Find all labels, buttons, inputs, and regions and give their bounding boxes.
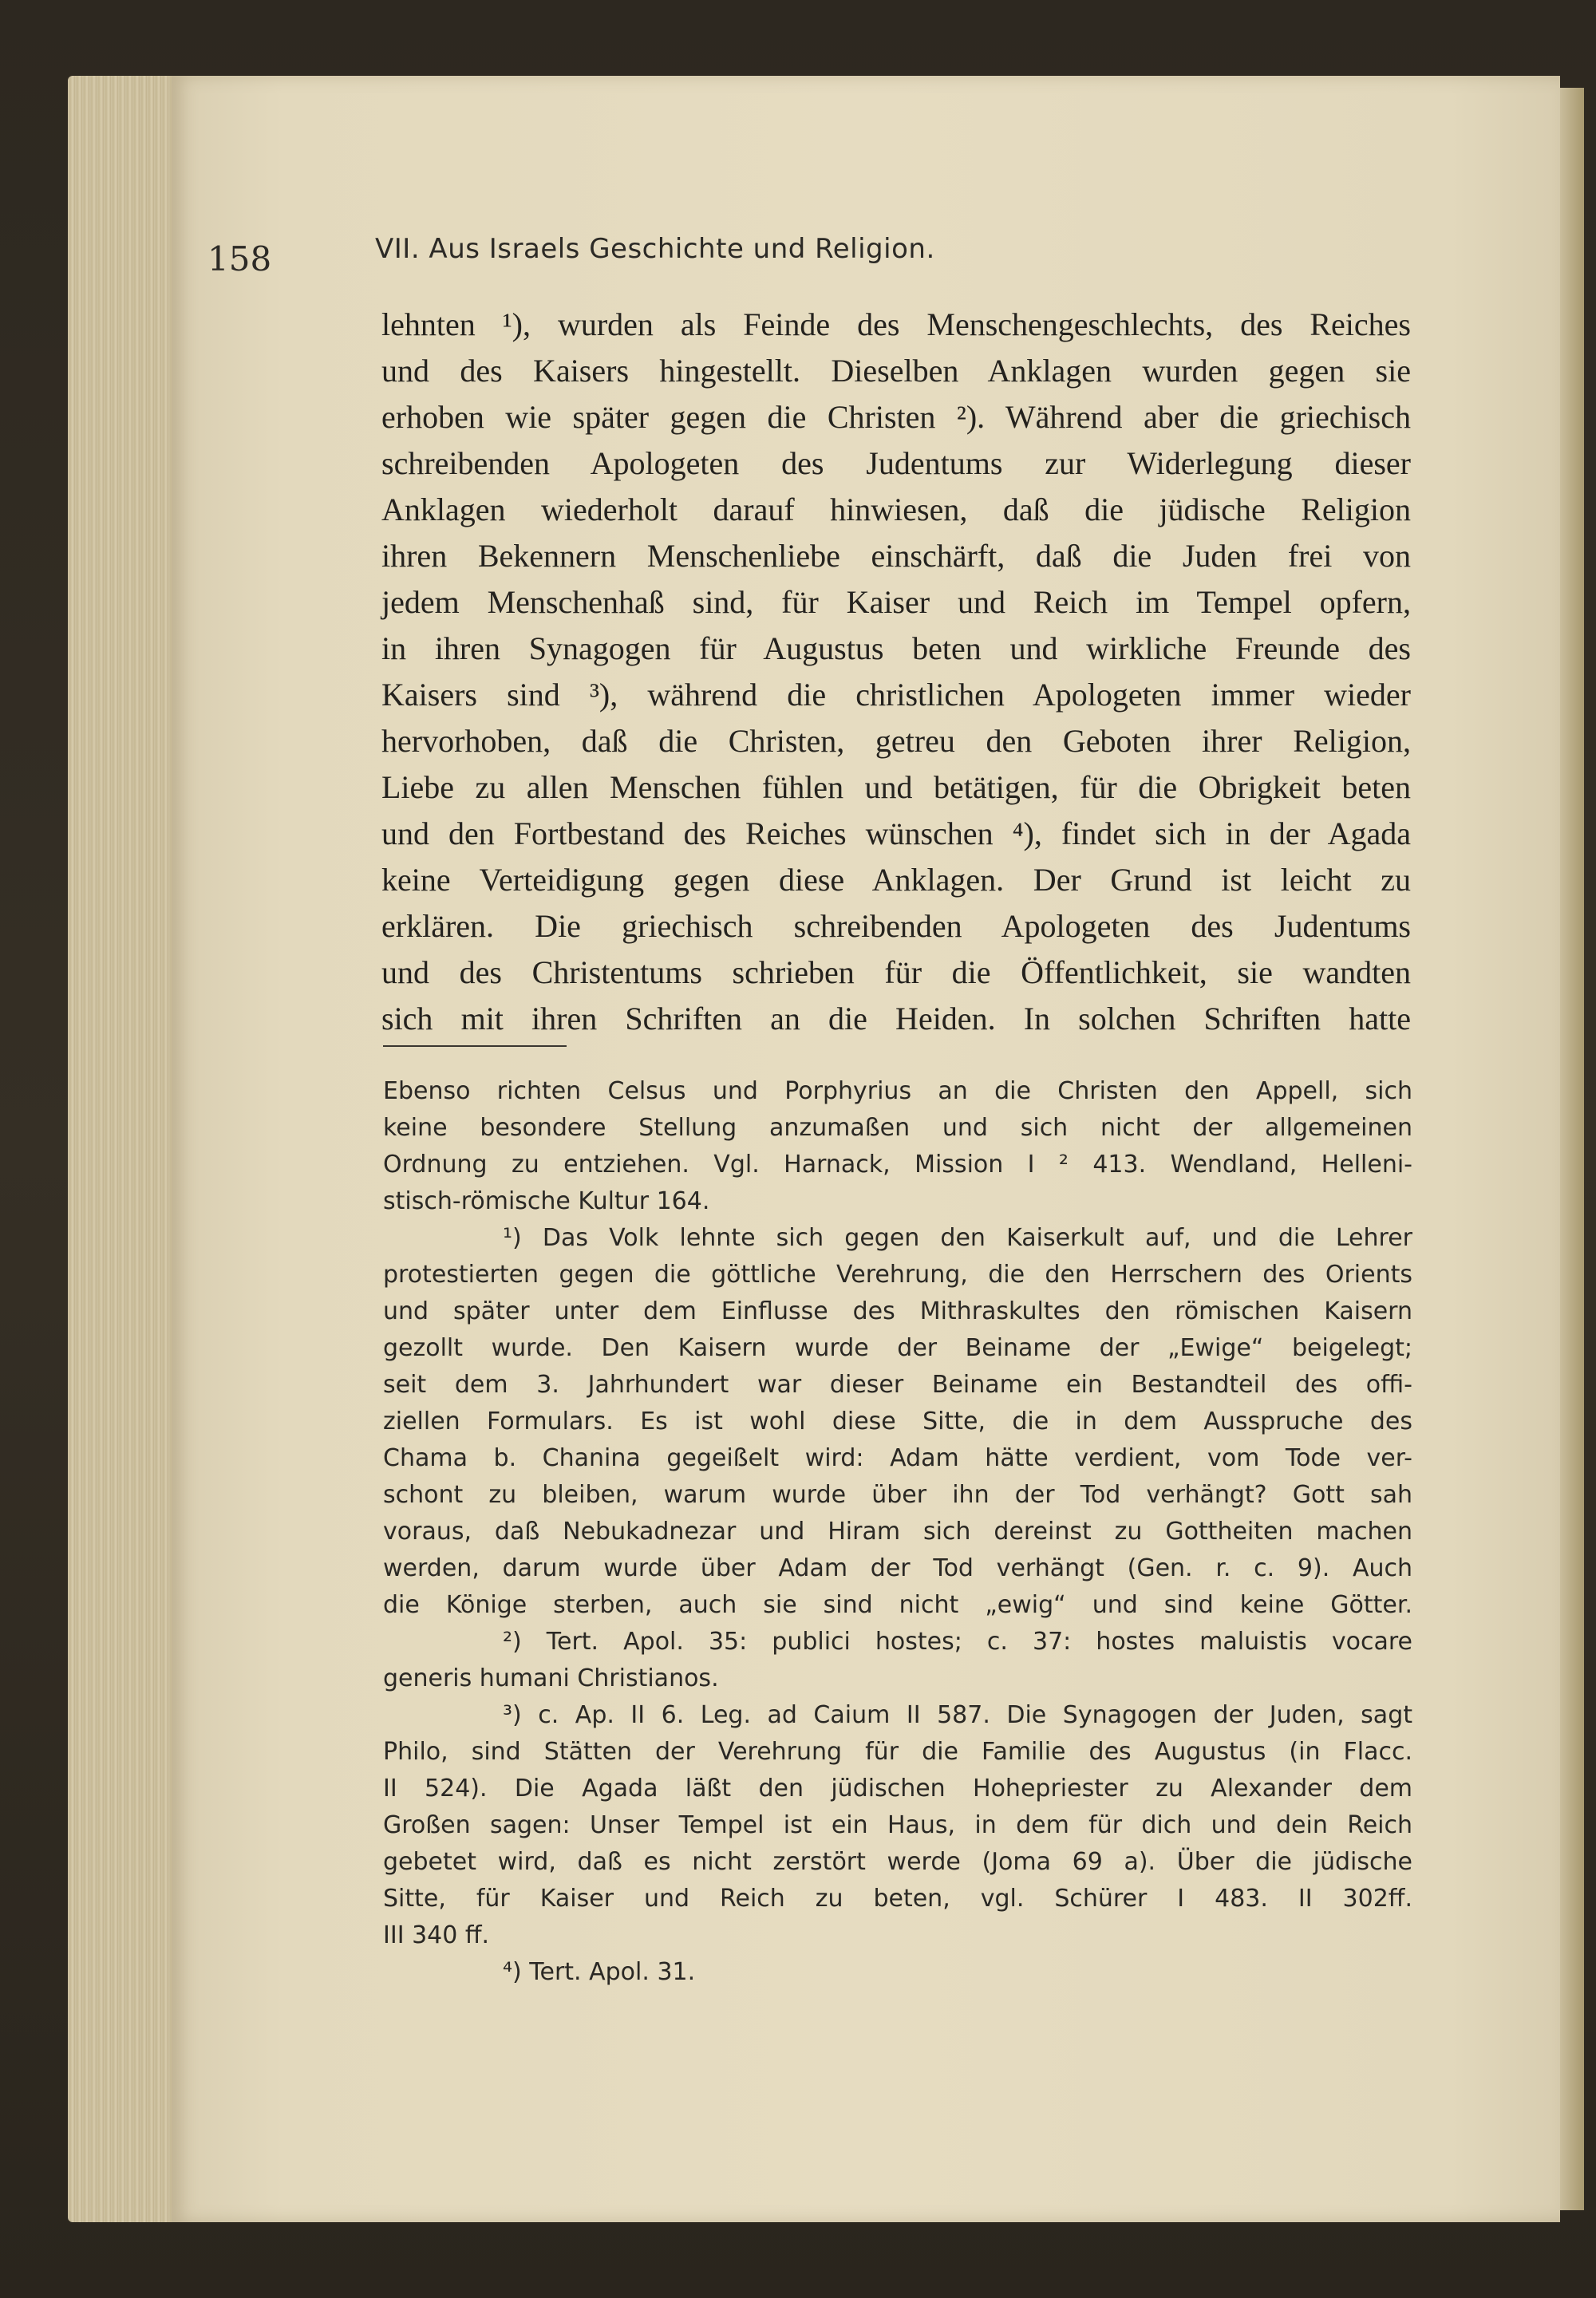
body-line: Liebe zu allen Menschen fühlen und betätigen, für die Obrigkeit beten (381, 769, 1411, 805)
footnote-line: gezollt wurde. Den Kaisern wurde der Beiname der „Ewige“ beigelegt; (383, 1334, 1412, 1362)
body-line: jedem Menschenhaß sind, für Kaiser und Reich im Tempel opfern, (381, 584, 1411, 620)
book-page-edges (68, 76, 188, 2222)
main-text (381, 302, 1411, 1042)
footnote-line: generis humani Christianos. (383, 1664, 719, 1692)
footnote-line: ¹) Das Volk lehnte sich gegen den Kaiserkult auf, und die Lehrer (503, 1224, 1412, 1252)
footnote-line: Sitte, für Kaiser und Reich zu beten, vgl. Schürer I 483. II 302ff. (383, 1885, 1412, 1913)
footnote-line: und später unter dem Einflusse des Mithraskultes den römischen Kaisern (383, 1297, 1412, 1325)
footnote-line: werden, darum wurde über Adam der Tod verhängt (Gen. r. c. 9). Auch (383, 1554, 1412, 1582)
footnote-line: Ebenso richten Celsus und Porphyrius an die Christen den Appell, sich (383, 1077, 1412, 1105)
footnote-line: ³) c. Ap. II 6. Leg. ad Caium II 587. Die Synagogen der Juden, sagt (503, 1701, 1412, 1729)
footnote-separator (383, 1045, 567, 1047)
footnote-line: keine besondere Stellung anzumaßen und sich nicht der allgemeinen (383, 1114, 1412, 1142)
footnote-line: voraus, daß Nebukadnezar und Hiram sich dereinst zu Gottheiten machen (383, 1518, 1412, 1546)
page-number: 158 (207, 239, 272, 278)
body-line: und des Kaisers hingestellt. Dieselben Anklagen wurden gegen sie (381, 353, 1411, 389)
footnote-line: Großen sagen: Unser Tempel ist ein Haus, in dem für dich und dein Reich (383, 1811, 1412, 1839)
footnote-line: ⁴) Tert. Apol. 31. (503, 1958, 696, 1986)
footnote-line: seit dem 3. Jahrhundert war dieser Beiname ein Bestandteil des offi- (383, 1371, 1412, 1399)
body-line: hervorhoben, daß die Christen, getreu den Geboten ihrer Religion, (381, 723, 1411, 759)
running-title: VII. Aus Israels Geschichte und Religion. (375, 233, 935, 265)
body-line: Kaisers sind ³), während die christlichen Apologeten immer wieder (381, 677, 1411, 713)
body-line: schreibenden Apologeten des Judentums zur Widerlegung dieser (381, 445, 1411, 481)
body-line: erklären. Die griechisch schreibenden Apologeten des Judentums (381, 908, 1411, 944)
footnote-line: III 340 ff. (383, 1921, 490, 1949)
footnote-line: Philo, sind Stätten der Verehrung für die Familie des Augustus (in Flacc. (383, 1738, 1412, 1766)
footnote-line: schont zu bleiben, warum wurde über ihn der Tod verhängt? Gott sah (383, 1481, 1412, 1509)
footnote-line: Chama b. Chanina gegeißelt wird: Adam hätte verdient, vom Tode ver- (383, 1444, 1412, 1472)
body-line: in ihren Synagogen für Augustus beten und wirkliche Freunde des (381, 630, 1411, 666)
body-line: ihren Bekennern Menschenliebe einschärft, daß die Juden frei von (381, 538, 1411, 574)
body-line: lehnten ¹), wurden als Feinde des Menschengeschlechts, des Reiches (381, 306, 1411, 342)
footnote-line: ²) Tert. Apol. 35: publici hostes; c. 37: hostes maluistis vocare (503, 1628, 1412, 1656)
body-line: und den Fortbestand des Reiches wünschen ⁴), findet sich in der Agada (381, 815, 1411, 851)
footnote-line: protestierten gegen die göttliche Verehrung, die den Herrschern des Orients (383, 1261, 1412, 1289)
footnote-line: die Könige sterben, auch sie sind nicht „ewig“ und sind keine Götter. (383, 1591, 1412, 1619)
footnote-line: stisch-römische Kultur 164. (383, 1187, 710, 1215)
body-line: sich mit ihren Schriften an die Heiden. In solchen Schriften hatte (381, 1001, 1411, 1036)
footnotes (383, 1073, 1412, 1991)
body-line: Anklagen wiederholt darauf hinwiesen, daß die jüdische Religion (381, 492, 1411, 527)
footnote-line: gebetet wird, daß es nicht zerstört werde (Joma 69 a). Über die jüdische (383, 1848, 1412, 1876)
footnote-line: ziellen Formulars. Es ist wohl diese Sitte, die in dem Ausspruche des (383, 1408, 1412, 1435)
body-line: und des Christentums schrieben für die Öffentlichkeit, sie wandten (381, 954, 1411, 990)
footnote-line: II 524). Die Agada läßt den jüdischen Hohepriester zu Alexander dem (383, 1775, 1412, 1802)
body-line: keine Verteidigung gegen diese Anklagen. Der Grund ist leicht zu (381, 862, 1411, 898)
right-page-edge (1560, 88, 1584, 2210)
body-line: erhoben wie später gegen die Christen ²). Während aber die griechisch (381, 399, 1411, 435)
footnote-line: Ordnung zu entziehen. Vgl. Harnack, Mission I ² 413. Wendland, Helleni- (383, 1151, 1412, 1179)
